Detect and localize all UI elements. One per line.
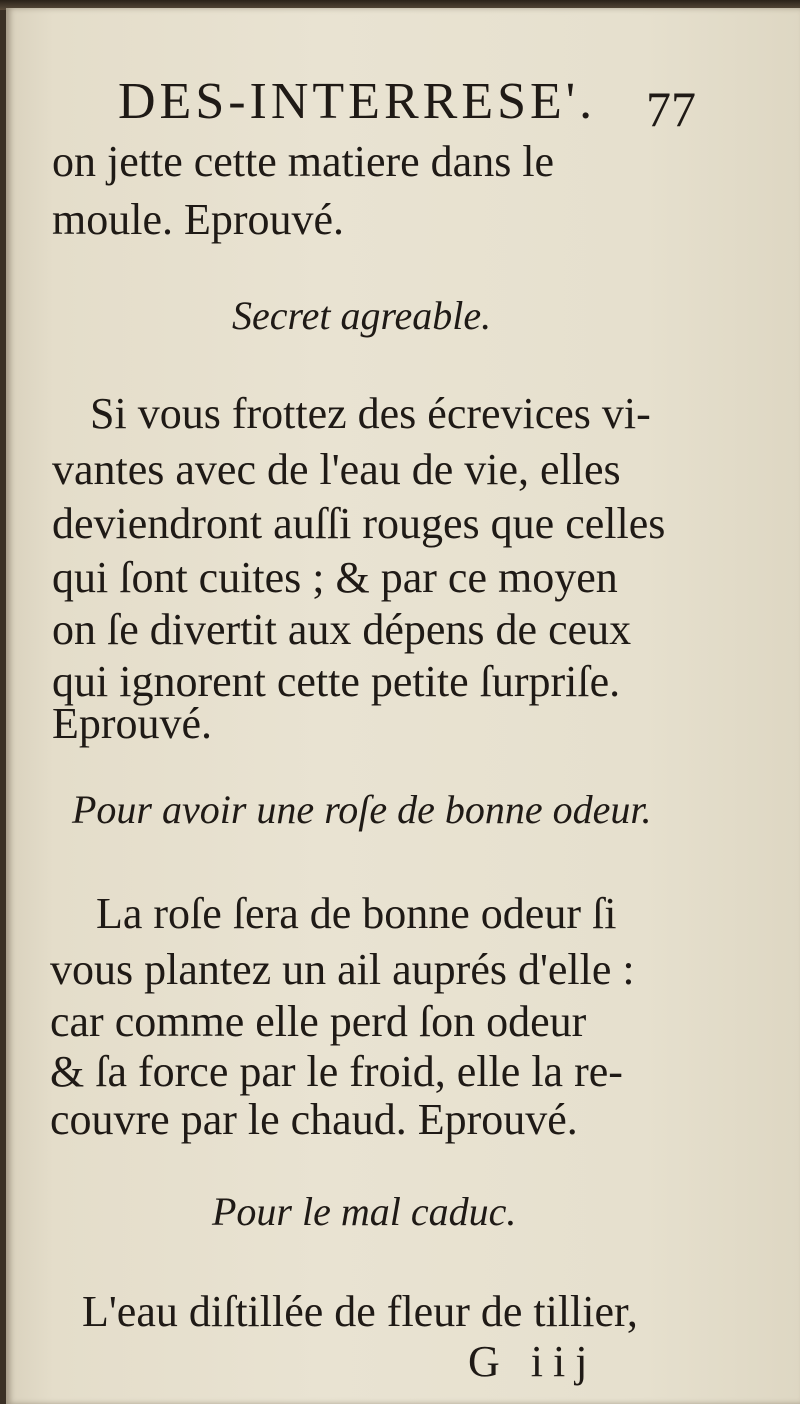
text-line: La roſe ſera de bonne odeur ſi (96, 889, 617, 938)
text-line: couvre par le chaud. Eprouvé. (50, 1095, 578, 1144)
text-line: car comme elle perd ſon odeur (50, 997, 587, 1046)
text-line: Eprouvé. (52, 699, 213, 748)
section-heading: Pour avoir une roſe de bonne odeur. (72, 787, 652, 832)
text-line: on ſe divertit aux dépens de ceux (52, 605, 632, 654)
section-heading: Secret agreable. (232, 293, 492, 338)
section-heading: Pour le mal caduc. (212, 1189, 517, 1234)
text-line: L'eau diſtillée de fleur de tillier, (82, 1287, 638, 1336)
text-line: moule. Eprouvé. (52, 195, 345, 244)
running-title: DES-INTERRESE'. (118, 73, 597, 130)
text-line: qui ignorent cette petite ſurpriſe. (52, 657, 621, 706)
text-line: & ſa force par le froid, elle la re- (50, 1047, 623, 1096)
text-line: deviendront auſſi rouges que celles (52, 499, 666, 548)
page-number: 77 (646, 81, 696, 137)
text-line: vous plantez un ail auprés d'elle : (50, 945, 635, 994)
text-line: Si vous frottez des écrevices vi- (90, 389, 651, 438)
text-line: qui ſont cuites ; & par ce moyen (52, 553, 618, 602)
book-page (6, 8, 800, 1404)
text-line: on jette cette matiere dans le (52, 137, 555, 186)
text-line: vantes avec de l'eau de vie, elles (52, 445, 621, 494)
signature-mark: G iij (468, 1337, 598, 1386)
